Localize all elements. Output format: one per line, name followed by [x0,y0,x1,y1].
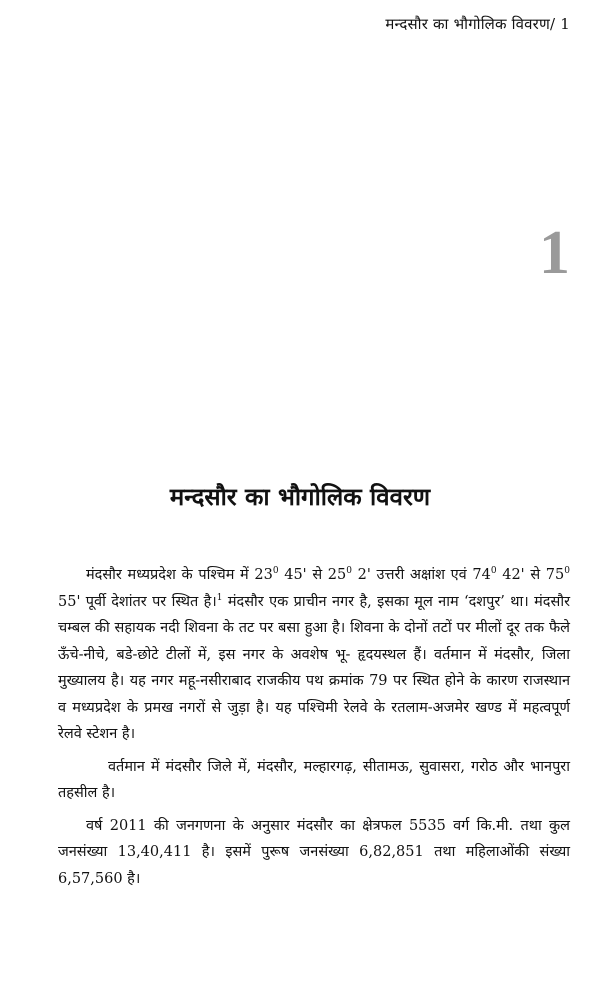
chapter-title: मन्दसौर का भौगोलिक विवरण [169,483,431,511]
degree-superscript: 0 [564,566,570,577]
paragraph-location: मंदसौर मध्यप्रदेश के पश्चिम में $23^0$ 45' से $25^0$ 2' उत्तरी अक्षांश एवं $74^0$ 42' से $75^0$ 55' पूर्वी देशांतर पर स्थित है।$^1$ मंदसौर एक प्राचीन नगर है, इसका मूल नाम ‘दशपुर’ था। मंदसौर चम्बल की सहायक नदी शिवना के तट पर बसा हुआ है। शिवना के दोनों तटों पर मीलों दूर तक फैले ऊँचे-नीचे, बडे-छोटे टीलों में, इस नगर के अवशेष भू- हृदयस्थल हैं। वर्तमान में मंदसौर, जिला मुख्यालय है। यह नगर महू-नसीराबाद राजकीय पथ क्रमांक 79 पर स्थित होने के कारण राजस्थान व मध्यप्रदेश के प्रमख नगरों से जुड़ा है। यह पश्चिमी रेलवे के रतलाम-अजमेर खण्ड में महत्वपूर्ण रेलवे स्टेशन है। [58,566,570,742]
paragraph-census: वर्ष 2011 की जनगणना के अनुसार मंदसौर का क्षेत्रफल 5535 वर्ग कि.मी. तथा कुल जनसंख्या 13,40,411 है। इसमें पुरूष जनसंख्या 6,82,851 तथा महिलाओंकी संख्या 6,57,560 है। [58,817,570,887]
degree-superscript: 0 [272,566,279,577]
degree-superscript: 0 [346,566,352,577]
degree-superscript: 0 [490,566,497,577]
footnote-marker: 1 [216,592,223,603]
paragraph-tehsils: वर्तमान में मंदसौर जिले में, मंदसौर, मल्हारगढ़, सीतामऊ, सुवासरा, गरोठ और भानपुरा तहसील है। [58,758,570,801]
running-head: मन्दसौर का भौगोलिक विवरण/ 1 [385,15,570,33]
chapter-number: 1 [539,219,570,287]
body-text [58,562,570,898]
